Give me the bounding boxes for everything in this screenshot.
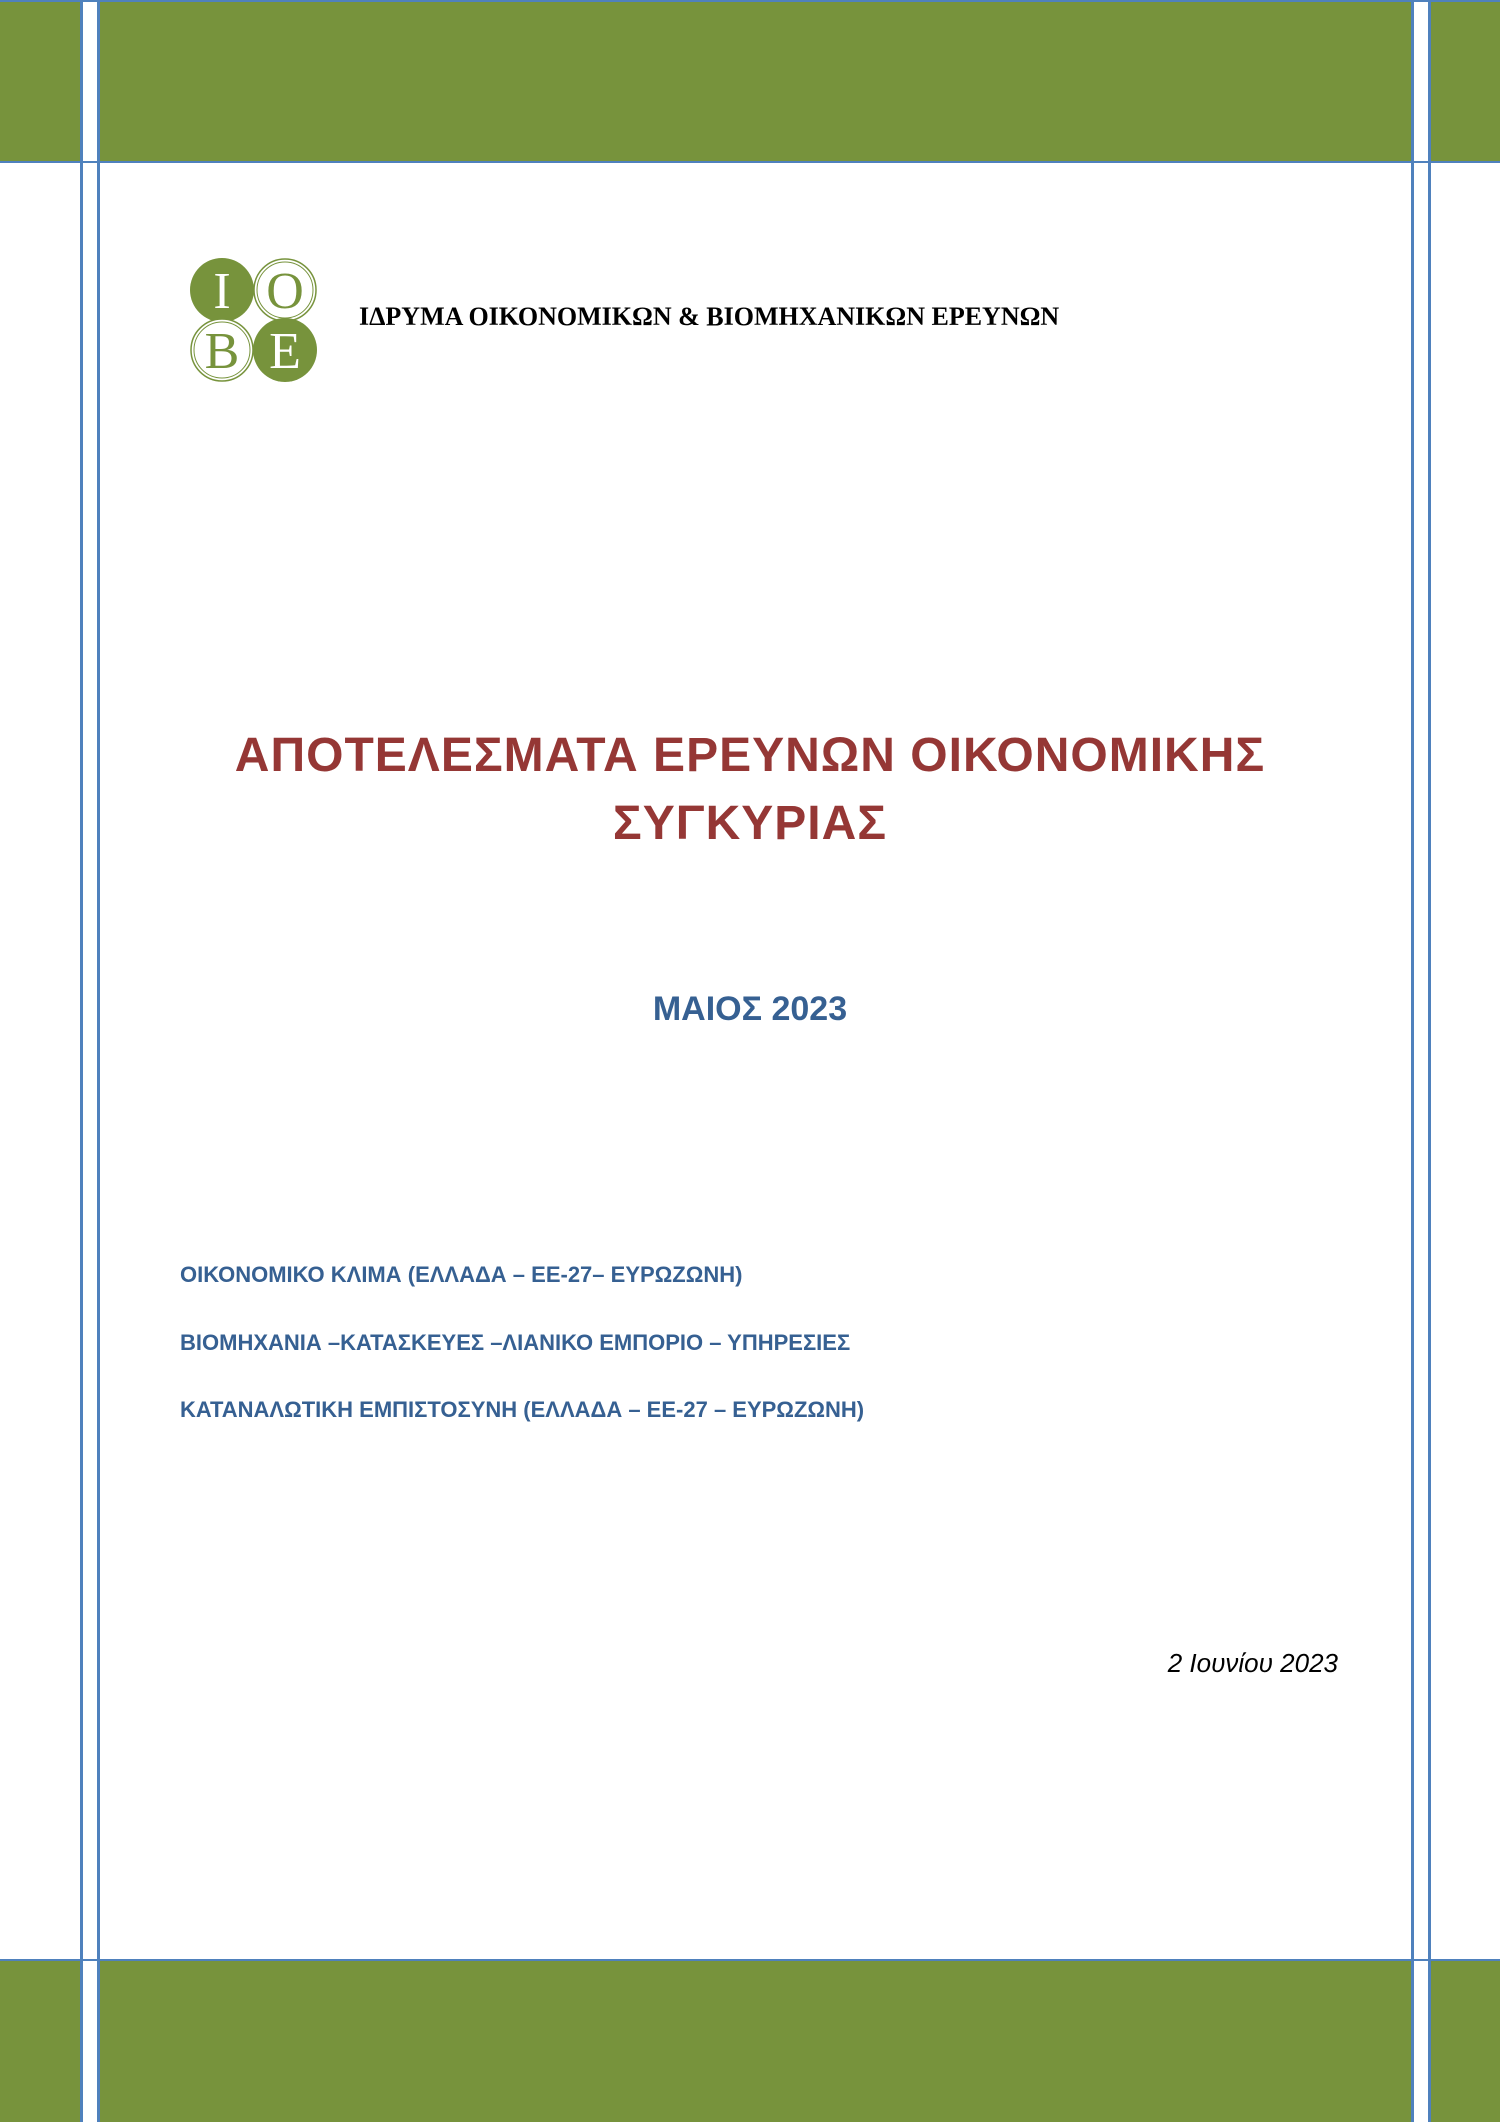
bottom-band-left (0, 1960, 81, 2122)
publication-date: 2 Ιουνίου 2023 (1167, 1648, 1338, 1678)
iobe-logo (188, 256, 322, 386)
bottom-band-border (0, 1959, 1500, 1961)
topic-item: ΒΙΟΜΗΧΑΝΙΑ –ΚΑΤΑΣΚΕΥΕΣ –ΛΙΑΝΙΚΟ ΕΜΠΟΡΙΟ – ΥΠΗΡΕΣΙΕΣ (180, 1330, 851, 1355)
top-band-main (99, 0, 1412, 162)
vertical-rule (97, 0, 100, 2122)
vertical-rule (80, 0, 83, 2122)
svg-text:Ε: Ε (269, 323, 301, 380)
svg-text:Ι: Ι (213, 263, 231, 320)
bottom-band-main (99, 1960, 1412, 2122)
report-period: ΜΑΙΟΣ 2023 (652, 990, 848, 1028)
top-border (0, 0, 1500, 2)
topic-item: ΟΙΚΟΝΟΜΙΚΟ ΚΛΙΜΑ (ΕΛΛΑΔΑ – ΕΕ-27– ΕΥΡΩΖΩΝΗ) (180, 1262, 743, 1287)
report-title-line2: ΣΥΓΚΥΡΙΑΣ (612, 797, 888, 850)
svg-text:Β: Β (204, 323, 240, 380)
bottom-band-right (1431, 1960, 1500, 2122)
report-title-line1: ΑΠΟΤΕΛΕΣΜΑΤΑ ΕΡΕΥΝΩΝ ΟΙΚΟΝΟΜΙΚΗΣ (234, 729, 1266, 782)
top-band-left (0, 0, 81, 162)
vertical-rule (1428, 0, 1431, 2122)
vertical-rule (1411, 0, 1414, 2122)
institution-name: ΙΔΡΥΜΑ ΟΙΚΟΝΟΜΙΚΩΝ & ΒΙΟΜΗΧΑΝΙΚΩΝ ΕΡΕΥΝΩΝ (359, 302, 1060, 331)
svg-text:Ο: Ο (266, 263, 304, 320)
top-band-right (1431, 0, 1500, 162)
top-band-border (0, 161, 1500, 163)
topic-item: ΚΑΤΑΝΑΛΩΤΙΚΗ ΕΜΠΙΣΤΟΣΥΝΗ (ΕΛΛΑΔΑ – ΕΕ-27 – ΕΥΡΩΖΩΝΗ) (180, 1397, 865, 1422)
